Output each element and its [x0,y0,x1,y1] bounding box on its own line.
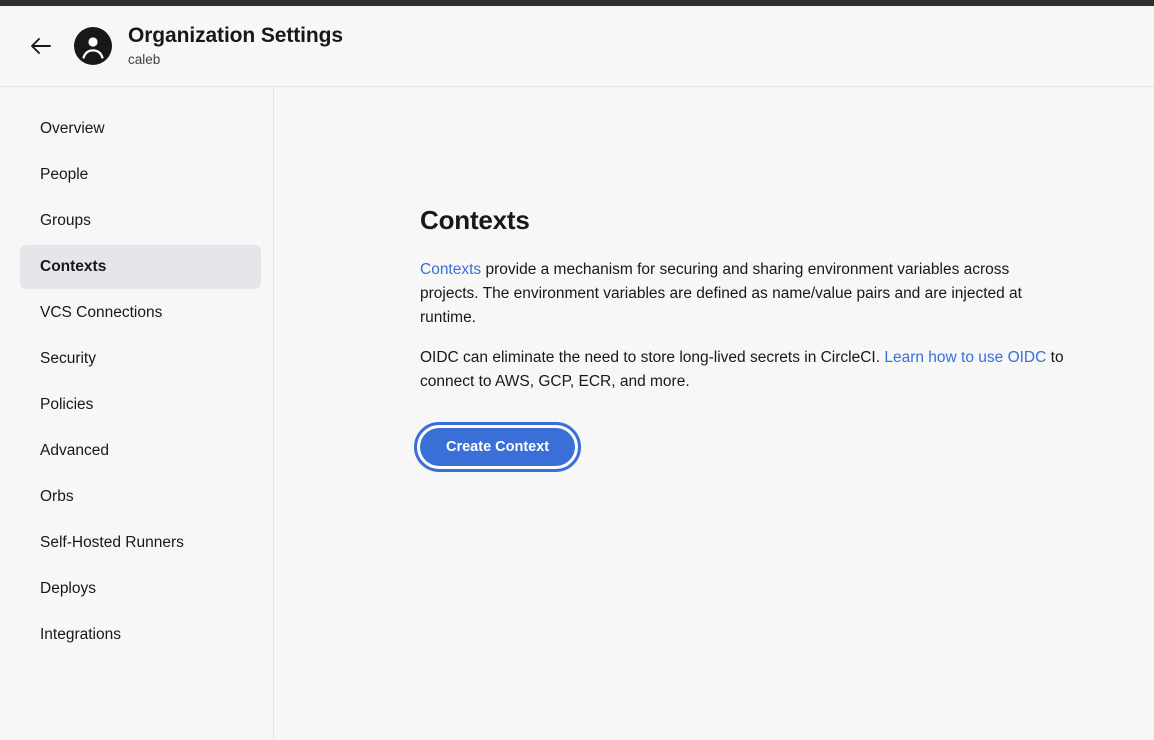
sidebar-item-label: Advanced [40,442,109,459]
create-context-button[interactable]: Create Context [420,428,575,466]
contexts-heading: Contexts [420,205,530,235]
create-context-button-wrap [420,428,1068,466]
oidc-doc-link[interactable]: Learn how to use OIDC [884,349,1047,366]
header-title-block [128,23,343,70]
sidebar-item-label: Groups [40,212,91,229]
user-avatar-icon [74,27,112,65]
sidebar-item-label: Integrations [40,626,121,643]
main-content [274,87,1154,740]
contexts-doc-link[interactable]: Contexts [420,261,482,278]
page-title: Organization Settings [128,23,343,47]
sidebar-item-groups[interactable] [20,199,261,243]
sidebar-item-orbs[interactable] [20,475,261,519]
sidebar-item-label: Deploys [40,580,96,597]
arrow-left-icon [30,37,52,55]
sidebar-item-label: Overview [40,120,105,137]
contexts-description [420,258,1068,330]
sidebar-item-label: Orbs [40,488,74,505]
sidebar-item-overview[interactable] [20,107,261,151]
sidebar-item-integrations[interactable] [20,613,261,657]
back-button[interactable] [24,29,58,63]
page-body [0,87,1154,740]
org-name: caleb [128,51,161,67]
sidebar-item-policies[interactable] [20,383,261,427]
sidebar-item-deploys[interactable] [20,567,261,611]
sidebar-item-label: People [40,166,89,183]
sidebar-item-label: Contexts [40,258,107,275]
sidebar-item-label: VCS Connections [40,304,163,321]
settings-sidebar [0,87,274,740]
oidc-description [420,346,1068,394]
page-header [0,6,1154,87]
sidebar-item-label: Policies [40,396,94,413]
oidc-description-before: OIDC can eliminate the need to store long-lived secrets in CircleCI. [420,349,885,366]
sidebar-item-label: Security [40,350,96,367]
oidc-description-after: to connect to AWS, GCP, ECR, and more. [420,349,1064,390]
sidebar-item-contexts[interactable] [20,245,261,289]
sidebar-item-advanced[interactable] [20,429,261,473]
sidebar-item-vcs-connections[interactable] [20,291,261,335]
sidebar-item-label: Self-Hosted Runners [40,534,184,551]
contexts-description-text: provide a mechanism for securing and sharing environment variables across projects. The environment variables are defined as name/value pairs and are injected at runtime. [420,261,1022,326]
sidebar-item-security[interactable] [20,337,261,381]
sidebar-item-self-hosted-runners[interactable] [20,521,261,565]
sidebar-item-people[interactable] [20,153,261,197]
